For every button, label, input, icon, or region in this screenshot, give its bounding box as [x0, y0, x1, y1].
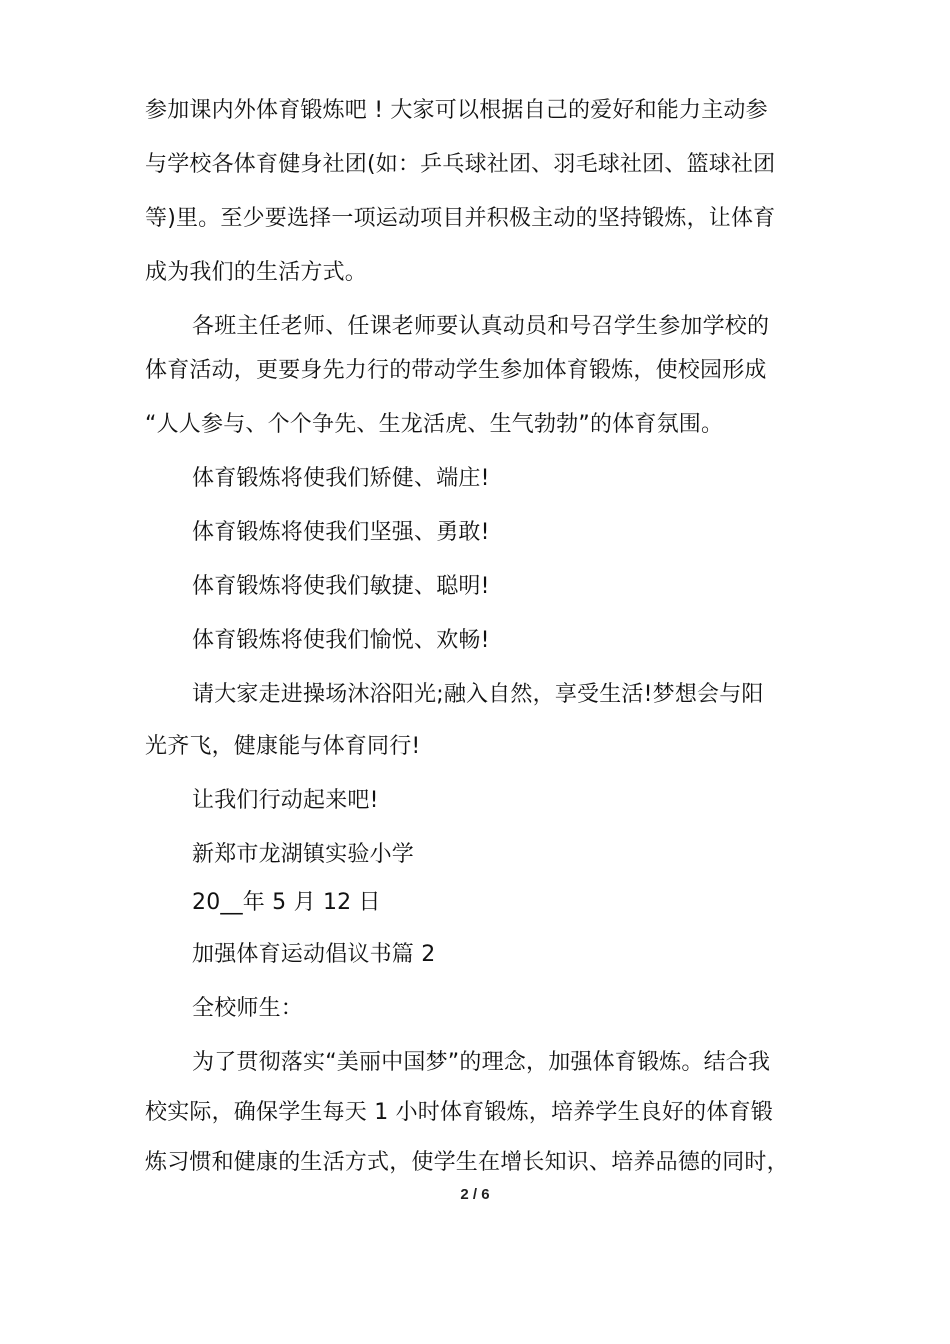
salutation: 全校师生： — [192, 996, 304, 1021]
signature-date: 20__年 5 月 12 日 — [192, 890, 381, 915]
paragraph-line: 与学校各体育健身社团(如：乒乓球社团、羽毛球社团、篮球社团 — [145, 152, 776, 177]
paragraph-line: 各班主任老师、任课老师要认真动员和号召学生参加学校的 — [192, 314, 770, 339]
call-to-action: 让我们行动起来吧! — [192, 788, 379, 813]
slogan-line: 体育锻炼将使我们矫健、端庄! — [192, 466, 490, 491]
page-number: 2 / 6 — [460, 1186, 490, 1203]
paragraph-line: 校实际，确保学生每天 1 小时体育锻炼，培养学生良好的体育锻 — [145, 1100, 773, 1125]
paragraph-line: 光齐飞，健康能与体育同行! — [145, 734, 421, 759]
slogan-line: 体育锻炼将使我们愉悦、欢畅! — [192, 628, 490, 653]
paragraph-line: 为了贯彻落实“美丽中国梦”的理念，加强体育锻炼。结合我 — [192, 1050, 771, 1075]
paragraph-line: 请大家走进操场沐浴阳光;融入自然，享受生活!梦想会与阳 — [192, 682, 764, 707]
paragraph-line: 参加课内外体育锻炼吧 ! 大家可以根据自己的爱好和能力主动参 — [145, 98, 768, 123]
paragraph-line: 体育活动，更要身先力行的带动学生参加体育锻炼，使校园形成 — [145, 358, 767, 383]
paragraph-line: 等)里。至少要选择一项运动项目并积极主动的坚持锻炼，让体育 — [145, 206, 776, 231]
slogan-line: 体育锻炼将使我们敏捷、聪明! — [192, 574, 490, 599]
section-heading: 加强体育运动倡议书篇 2 — [192, 942, 436, 967]
paragraph-line: “人人参与、个个争先、生龙活虎、生气勃勃”的体育氛围。 — [145, 412, 724, 437]
paragraph-line: 炼习惯和健康的生活方式，使学生在增长知识、培养品德的同时， — [145, 1150, 789, 1175]
paragraph-line: 成为我们的生活方式。 — [145, 260, 368, 285]
signature-school: 新郑市龙湖镇实验小学 — [192, 842, 415, 867]
slogan-line: 体育锻炼将使我们坚强、勇敢! — [192, 520, 490, 545]
